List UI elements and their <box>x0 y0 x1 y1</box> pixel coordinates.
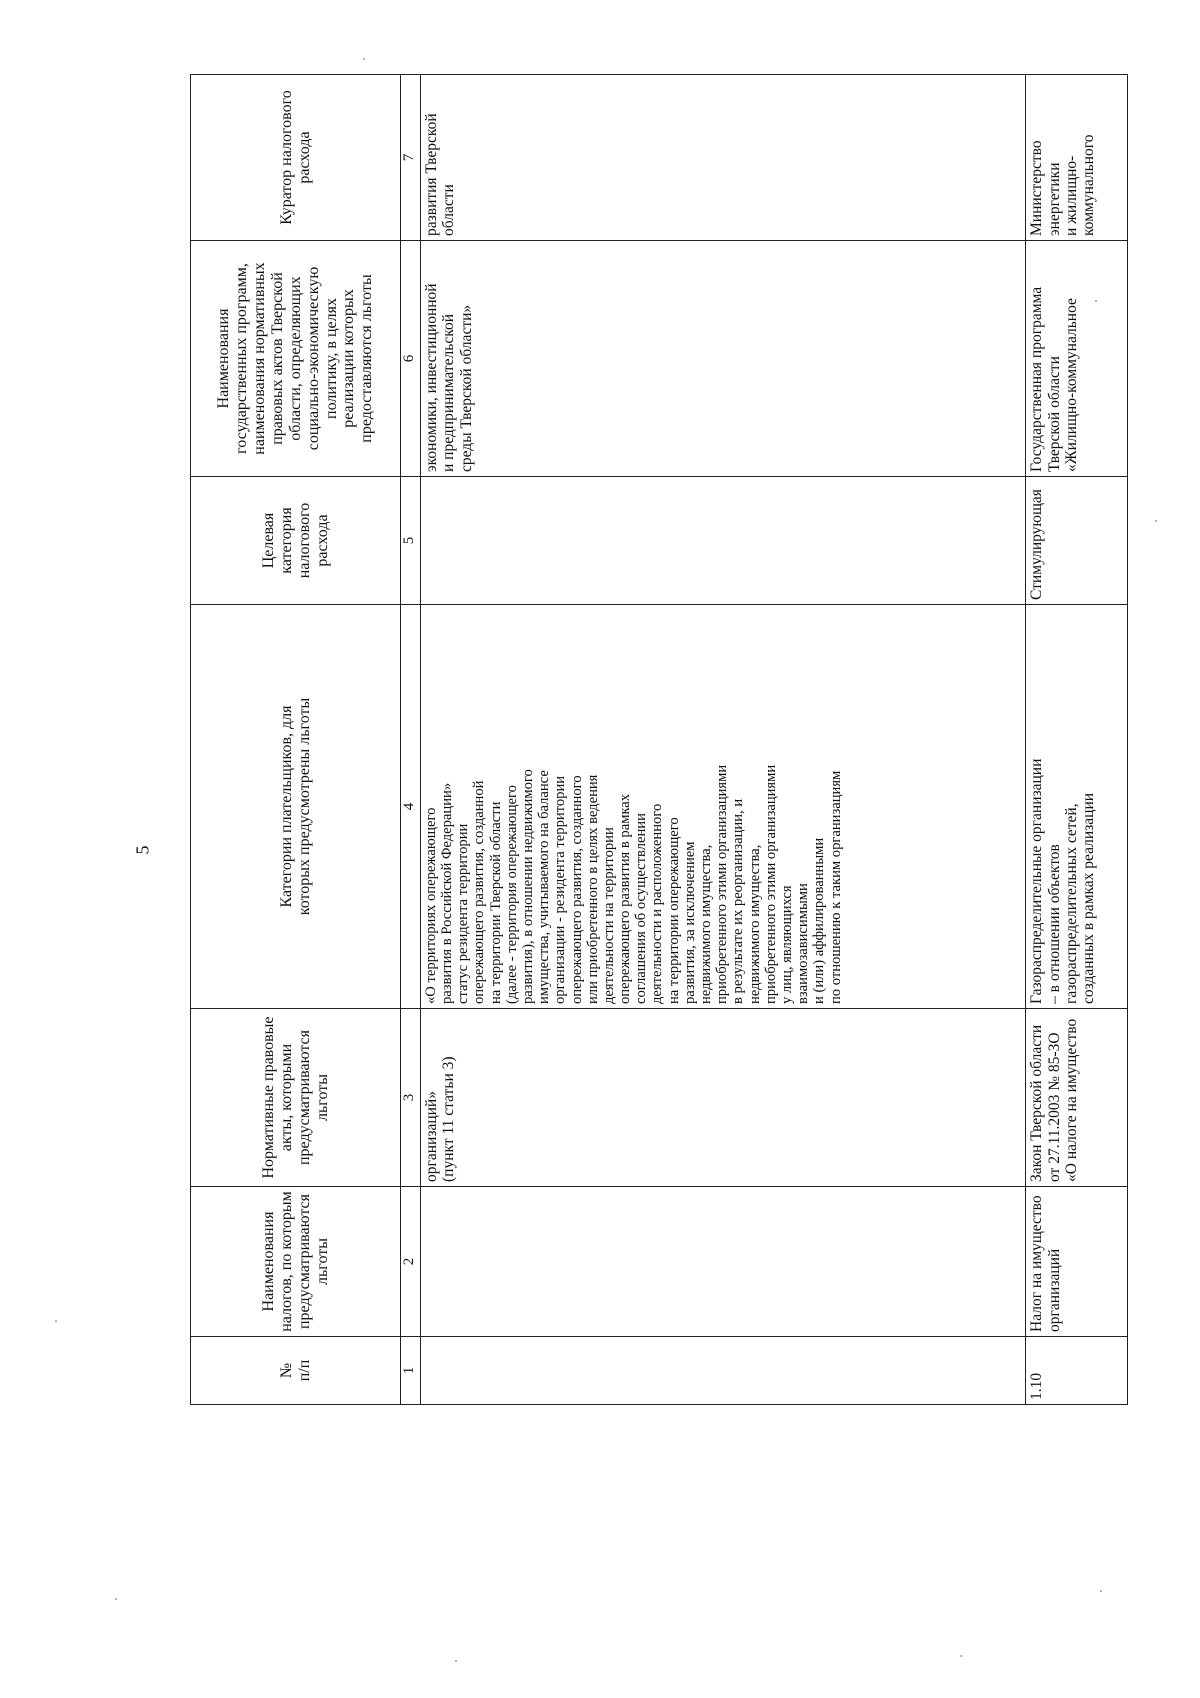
table-row-1-10 <box>1026 75 1128 1405</box>
cell-number <box>420 1337 1026 1405</box>
column-number: 2 <box>401 1187 420 1337</box>
scan-speck <box>960 1655 962 1657</box>
cell-legal-act: Закон Тверской области от 27.11.2003 № 85-ЗО «О налоге на имущество <box>1026 1009 1128 1187</box>
cell-payer-category: Газораспределительные организации – в отношении объектов газораспределительных сетей, созданных в рамках реализации <box>1026 605 1128 1009</box>
cell-tax-name: Налог на имущество организаций <box>1026 1187 1128 1337</box>
header-payer-categories: Категории плательщиков, для которых предусмотрены льготы <box>191 605 401 1009</box>
cell-curator: развития Тверской области <box>420 75 1026 241</box>
cell-payer-category: «О территориях опережающего развития в Российской Федерации» статус резидента территории опережающего развития, созданной на территории Тверской области (далее - территория опережающего развития), в отношении недвижимого имущества, учитываемого на балансе организации - резидента территории опережающего развития, созданного или приобретенного в целях ведения деятельности на территории опережающего развития в рамках соглашения об осуществлении деятельности и расположенного на территории опережающего развития, за исключением недвижимого имущества, приобретенного этими организациями в результате их реорганизации, и недвижимого имущества, приобретенного этими организациями у лиц, являющихся взаимозависимыми и (или) аффилированными по отношению к таким организациям <box>420 605 1026 1009</box>
header-curator: Куратор налогового расхода <box>191 75 401 241</box>
column-number: 4 <box>401 605 420 1009</box>
header-number: № п/п <box>191 1337 401 1405</box>
header-legal-acts: Нормативные правовые акты, которыми предусматриваются льготы <box>191 1009 401 1187</box>
column-number: 7 <box>401 75 420 241</box>
cell-program: Государственная программа Тверской области «Жилищно-коммунальное <box>1026 241 1128 477</box>
scan-speck <box>363 58 365 60</box>
column-number: 5 <box>401 477 420 605</box>
scan-speck <box>1155 520 1157 522</box>
scan-speck <box>1095 300 1097 302</box>
cell-curator: Министерство энергетики и жилищно- коммунального <box>1026 75 1128 241</box>
cell-legal-act: организаций» (пункт 11 статьи 3) <box>420 1009 1026 1187</box>
scan-speck <box>55 1320 57 1322</box>
page-number: 5 <box>132 845 153 855</box>
header-target-category: Целевая категория налогового расхода <box>191 477 401 605</box>
cell-target-category: Стимулирующая <box>1026 477 1128 605</box>
cell-target-category <box>420 477 1026 605</box>
tax-expense-table <box>190 74 1128 1405</box>
table-row-continuation <box>420 75 1026 1405</box>
column-number: 6 <box>401 241 420 477</box>
header-row <box>191 75 401 1405</box>
column-number: 1 <box>401 1337 420 1405</box>
scan-speck <box>1100 1590 1102 1592</box>
scan-speck <box>455 1660 457 1662</box>
cell-program: экономики, инвестиционной и предпринимательской среды Тверской области» <box>420 241 1026 477</box>
tax-expense-table-container <box>190 75 1128 1405</box>
column-number-row <box>401 75 420 1405</box>
cell-tax-name <box>420 1187 1026 1337</box>
column-number: 3 <box>401 1009 420 1187</box>
scan-speck <box>115 1598 117 1600</box>
cell-number: 1.10 <box>1026 1337 1128 1405</box>
header-tax-names: Наименования налогов, по которым предусматриваются льготы <box>191 1187 401 1337</box>
header-programs: Наименования государственных программ, наименования нормативных правовых актов Тверской области, определяющих социально-экономическую политику, в целях реализации которых предоставляются льготы <box>191 241 401 477</box>
